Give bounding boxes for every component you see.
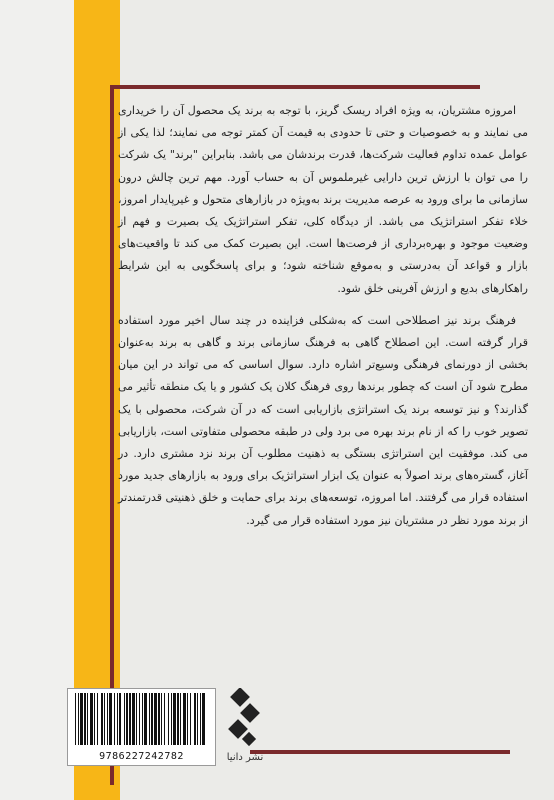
top-horizontal-rule bbox=[110, 85, 480, 89]
publisher-logo bbox=[227, 688, 263, 750]
cover-edge-band bbox=[0, 0, 74, 800]
back-cover-blurb bbox=[118, 100, 528, 542]
isbn-barcode bbox=[67, 688, 216, 766]
blurb-paragraph-1: امروزه مشتریان، به ویژه افراد ریسک گریز، با توجه به برند یک محصول آن را خریداری می نمایند و به خصوصیات و حتی تا حدودی به قیمت آن کمتر توجه می نمایند؛ لذا یکی از عوامل عمده تداوم فعالیت شرکت‌ها، قدرت برندشان می باشد. بنابراین "برند" یک شرکت را می توان با ارزش ترین دارایی غیرملموس آن به حساب آورد. مهم ترین چالش درون سازمانی ما برای ورود به عرصه مدیریت برند به‌ویژه در بازارهای متحول و غیرپایدار امروز، خلاء تفکر استراتژیک می باشد. از دیدگاه کلی، تفکر استراتژیک یک بصیرت و فهم از وضعیت موجود و بهره‌برداری از فرصت‌ها است. این بصیرت کمک می کند تا واقعیت‌های بازار و قواعد آن به‌درستی و به‌موقع شناخته شود؛ و برای پاسخگویی به این شرایط راهکارهای بدیع و ارزش آفرینی خلق شود. bbox=[118, 104, 528, 295]
blurb-paragraph-2: فرهنگ برند نیز اصطلاحی است که به‌شکلی فزاینده در چند سال اخیر مورد استفاده قرار گرفته است. این اصطلاح گاهی به فرهنگ سازمانی برند و گاهی به برند به‌عنوان بخشی از دورنمای فرهنگی وسیع‌تر اشاره دارد. سوال اساسی که می تواند در این میان مطرح شود آن است که چطور برندها روی فرهنگ کلان یک کشور و یا یک منطقه تأثیر می گذارند؟ و نیز توسعه برند یک استراتژی بازاریابی است که در آن شرکت، محصولی با یک تصویر خوب را که از نام برند بهره می برد ولی در طبقه محصولی متفاوتی است، بازاریابی می کند. موفقیت این استراتژی بستگی به ذهنیت مطلوب آن برند نزد مشتری دارد. در آغاز، گستره‌های برند اصولاً به عنوان یک ابزار استراتژیک برای ورود به بازارهای جدید مورد استفاده قرار می گرفتند. اما امروزه، توسعه‌های برند برای حمایت و خلق ذهنیتی قدرتمندتر از برند مورد نظر در مشتریان نیز مورد استفاده قرار می گیرد. bbox=[118, 313, 528, 527]
barcode-bars bbox=[73, 693, 210, 747]
publisher-name: نشر دانیا bbox=[226, 752, 264, 763]
barcode-number: 9786227242782 bbox=[99, 751, 184, 762]
vertical-rule bbox=[110, 85, 114, 785]
bottom-horizontal-rule bbox=[250, 750, 510, 754]
